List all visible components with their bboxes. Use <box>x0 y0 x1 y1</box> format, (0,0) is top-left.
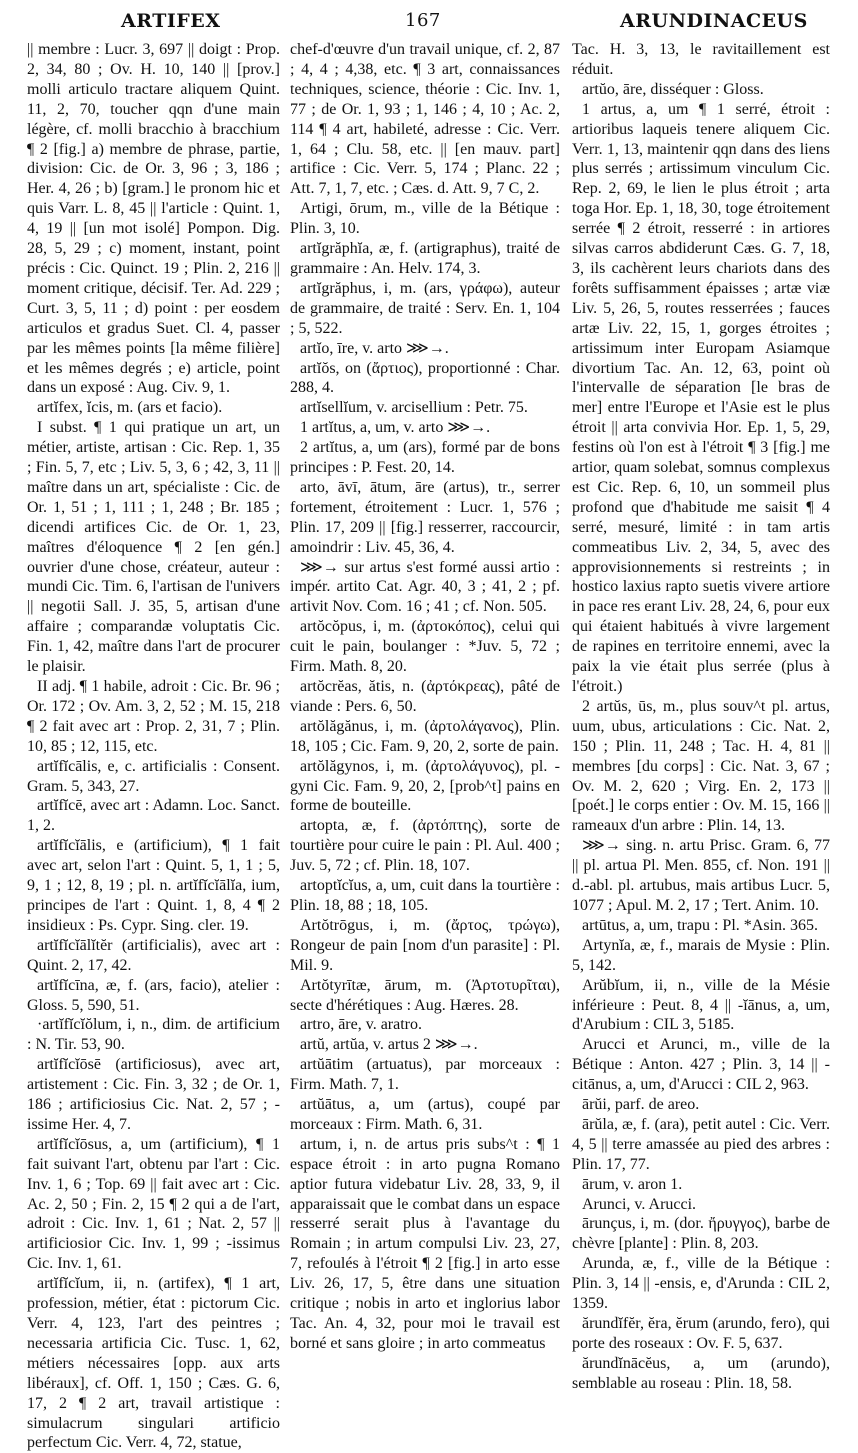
dictionary-entry: artŭātus, a, um (artus), coupé par morceaux : Firm. Math. 6, 31. <box>290 1096 560 1133</box>
dictionary-entry: Arucci et Arunci, m., ville de la Bétique : Anton. 427 ; Plin. 3, 14 || -citānus, a, um, d'Arucci : CIL 2, 963. <box>572 1036 830 1094</box>
dictionary-entry: Arŭbĭum, ii, n., ville de la Mésie inférieure : Peut. 8, 4 || -ĭānus, a, um, d'Arubium : CIL 3, 5185. <box>572 976 830 1034</box>
dictionary-entry: Arunci, v. Arucci. <box>582 1195 697 1213</box>
dictionary-entry: artŭātim (artuatus), par morceaux : Firm. Math. 7, 1. <box>290 1056 560 1094</box>
dictionary-entry: ⋙→ sing. n. artu Prisc. Gram. 6, 77 || pl. artua Pl. Men. 855, cf. Non. 191 || d.-abl. pl. artubus, mais artibus Lucr. 5, 1077 ; Apul. M. 2, 17 ; Tert. Anim. 10. <box>572 837 830 914</box>
dictionary-entry: arto, āvī, ātum, āre (artus), tr., serrer fortement, étroitement : Lucr. 1, 576 ; Plin. 17, 209 || [fig.] resserrer, raccourcir, amoindrir : Liv. 45, 36, 4. <box>290 478 560 556</box>
dictionary-entry: artŏlăgănus, i, m. (ἀρτολάγανος), Plin. 18, 105 ; Cic. Fam. 9, 20, 2, sorte de pain. <box>290 717 560 755</box>
dictionary-entry: ārum, v. aron 1. <box>582 1175 683 1193</box>
column-1 <box>27 40 280 1452</box>
dictionary-entry: artĭgrăphĭa, æ, f. (artigraphus), traité de grammaire : An. Helv. 174, 3. <box>290 240 560 277</box>
dictionary-entry: Tac. H. 3, 13, le ravitaillement est réduit. <box>572 41 830 78</box>
dictionary-entry: artĭfĭcĭōsē (artificiosus), avec art, artistement : Cic. Fin. 3, 32 ; de Or. 1, 186 ; artificiosius Cic. Nat. 2, 57 ; -issime Her. 4, 7. <box>27 1056 280 1133</box>
dictionary-entry: 1 artus, a, um ¶ 1 serré, étroit : artioribus laqueis tenere aliquem Cic. Verr. 1, 13, maintenir qqn dans des liens plus serrés ; artissimum vinculum Cic. Rep. 2, 69, le lien le plus étroit ; arta toga Hor. Ep. 1, 18, 30, toge étroitement serrée ¶ 2 étroit, resserré : in artiores silvas carros abdiderunt Cæs. G. 7, 18, 3, ils cachèrent leurs chariots dans des forêts suffisamment épaisses ; artæ viæ Liv. 5, 26, 5, routes resserrées ; fauces artæ Liv. 22, 15, 1, gorges étroites ; artissimum inter Europam Asiamque divortium Tac. An. 12, 63, point où l'intervalle de séparation [le bras de mer] entre l'Europe et l'Asie est le plus étroit || arta convivia Hor. Ep. 1, 5, 29, festins où l'on est à l'étroit ¶ 3 [fig.] me artior, quam solebat, somnus complexus est Cic. Rep. 6, 10, un sommeil plus profond que d'habitude me saisit ¶ 4 serré, mesuré, limité : in tam artis commeatibus Liv. 2, 34, 5, avec des approvisionnements si restreints ; in hostico laxius rapto suetis vivere artiore in pace res erant Liv. 28, 24, 6, pour eux qui étaient habitués à vivre largement de rapines en territoire ennemi, avec la paix la vie était plus serrée (plus à l'étroit.) <box>572 100 830 695</box>
dictionary-entry: artŏlăgynos, i, m. (ἀρτολάγυνος), pl. -gyni Cic. Fam. 9, 20, 2, [prob^t] pains en forme de bouteille. <box>290 757 560 815</box>
running-head-right: ARUNDINACEUS <box>620 10 808 32</box>
dictionary-entry: artoptĭcĭus, a, um, cuit dans la tourtière : Plin. 18, 88 ; 18, 105. <box>290 877 560 914</box>
running-head-left: ARTIFEX <box>121 10 221 32</box>
dictionary-entry: artŭo, āre, disséquer : Gloss. <box>582 80 764 98</box>
column-3 <box>572 40 830 1392</box>
dictionary-entry: artĭsellĭum, v. arcisellium : Petr. 75. <box>300 399 528 417</box>
dictionary-entry: artĭŏs, on (ἄρτιος), proportionné : Char. 288, 4. <box>290 359 560 397</box>
dictionary-entry: ⋙→ sur artus s'est formé aussi artio : impér. artito Cat. Agr. 40, 3 ; 41, 2 ; pf. artivit Nov. Com. 16 ; 41 ; cf. Non. 505. <box>290 558 560 616</box>
dictionary-entry: artĭfĭcĭālis, e (artificium), ¶ 1 fait avec art, selon l'art : Quint. 5, 1, 1 ; 5, 9, 1 ; 12, 8, 19 ; pl. n. artĭfĭcĭālĭa, ium, principes de l'art : Quint. 1, 8, 4 ¶ 2 insidieux : Ps. Cypr. Sing. cler. 19. <box>27 837 280 934</box>
dictionary-entry: artopta, æ, f. (ἀρτόπτης), sorte de tourtière pour cuire le pain : Pl. Aul. 400 ; Juv. 5, 72 ; cf. Plin. 18, 107. <box>290 817 560 875</box>
dictionary-entry: ārunçus, i, m. (dor. ἤρυγγος), barbe de chèvre [plante] : Plin. 8, 203. <box>572 1215 830 1253</box>
dictionary-entry: artĭfex, ĭcis, m. (ars et facio). <box>37 399 223 417</box>
dictionary-entry: artum, i, n. de artus pris subs^t : ¶ 1 espace étroit : in arto pugna Romano aptior futura videbatur Liv. 28, 33, 9, il apparaissait que le combat dans un espace resserré serait plus à l'avantage du Romain ; in artum compulsi Liv. 23, 27, 7, refoulés à l'étroit ¶ 2 [fig.] in arto esse Liv. 26, 17, 5, être dans une situation critique ; nobis in arto et inglorius labor Tac. An. 4, 32, pour moi le travail est borné et sans gloire ; in arto commeatus <box>290 1135 560 1352</box>
dictionary-entry: chef-d'œuvre d'un travail unique, cf. 2, 87 ; 4, 4 ; 4,38, etc. ¶ 3 art, connaissances techniques, science, théorie : Cic. Inv. 1, 77 ; de Or. 1, 93 ; 1, 146 ; 4, 10 ; Ac. 2, 114 ¶ 4 art, habileté, adresse : Cic. Verr. 1, 64 ; Clu. 58, etc. || [en mauv. part] artifice : Cic. Verr. 5, 174 ; Planc. 22 ; Att. 7, 1, 7, etc. ; Cæs. d. Att. 9, 7 C, 2. <box>290 41 560 198</box>
dictionary-entry: || membre : Lucr. 3, 697 || doigt : Prop. 2, 34, 80 ; Ov. H. 10, 140 || [prov.] molli articulo tractare aliquem Quint. 11, 2, 70, toucher qqn d'une main légère, cf. molli bracchio à bracchium ¶ 2 [fig.] a) membre de phrase, partie, division: Cic. de Or. 3, 96 ; 3, 186 ; Her. 4, 26 ; b) [gram.] le pronom hic et quis Varr. L. 8, 45 || l'article : Quint. 1, 4, 19 || [un mot isolé] Pompon. Dig. 28, 5, 29 ; c) moment, instant, point précis : Cic. Quinct. 19 ; Plin. 2, 216 || moment critique, décisif. Ter. Ad. 229 ; Curt. 3, 5, 11 ; d) point : per eosdem articulos et gradus Suet. Cl. 4, passer par les mêmes points [la même filière] et les mêmes degrés ; e) article, point dans un exposé : Aug. Civ. 9, 1. <box>27 41 280 397</box>
column-2 <box>290 40 560 1352</box>
dictionary-entry: artĭo, īre, v. arto ⋙→. <box>300 339 449 357</box>
dictionary-entry: ·artĭfĭcĭŏlum, i, n., dim. de artificium : N. Tir. 53, 90. <box>27 1016 280 1054</box>
dictionary-entry: ărundĭfĕr, ĕra, ĕrum (arundo, fero), qui porte des roseaux : Ov. F. 5, 637. <box>572 1315 830 1352</box>
dictionary-entry: artro, āre, v. aratro. <box>300 1016 422 1034</box>
page-header <box>0 0 858 40</box>
dictionary-entry: artŏcŏpus, i, m. (ἀρτοκόπος), celui qui cuit le pain, boulanger : *Juv. 5, 72 ; Firm. Math. 8, 20. <box>290 618 560 676</box>
dictionary-entry: Artigi, ōrum, m., ville de la Bétique : Plin. 3, 10. <box>290 200 560 238</box>
dictionary-entry: Artynĭa, æ, f., marais de Mysie : Plin. 5, 142. <box>572 936 830 974</box>
dictionary-entry: artĭfĭcĭālĭtĕr (artificialis), avec art : Quint. 2, 17, 42. <box>27 936 280 974</box>
dictionary-entry: Artŏtyrītæ, ārum, m. (Ἀρτοτυρῖται), secte d'hérétiques : Aug. Hæres. 28. <box>290 976 560 1014</box>
dictionary-entry: artĭgrăphus, i, m. (ars, γράφω), auteur de grammaire, de traité : Serv. En. 1, 104 ; 5, 522. <box>290 279 560 337</box>
dictionary-entry: II adj. ¶ 1 habile, adroit : Cic. Br. 96 ; Or. 172 ; Ov. Am. 3, 2, 52 ; M. 15, 218 ¶ 2 fait avec art : Prop. 2, 31, 7 ; Plin. 10, 85 ; 12, 115, etc. <box>27 678 280 755</box>
dictionary-columns <box>0 40 858 1452</box>
dictionary-entry: ārŭi, parf. de areo. <box>582 1096 700 1114</box>
dictionary-entry: artĭfĭcālis, e, c. artificialis : Consent. Gram. 5, 343, 27. <box>27 757 280 795</box>
dictionary-entry: artĭfĭcē, avec art : Adamn. Loc. Sanct. 1, 2. <box>27 797 280 835</box>
dictionary-entry: Arunda, æ, f., ville de la Bétique : Plin. 3, 14 || -ensis, e, d'Arunda : CIL 2, 1359. <box>572 1255 830 1313</box>
dictionary-entry: I subst. ¶ 1 qui pratique un art, un métier, artiste, artisan : Cic. Rep. 1, 35 ; Fin. 5, 7, etc ; Liv. 5, 3, 6 ; 42, 3, 11 || maître dans un art, spécialiste : Cic. de Or. 1, 51 ; 1, 111 ; 1, 248 ; Br. 185 ; dicendi artifices Cic. de Or. 1, 23, maîtres d'éloquence ¶ 2 [en gén.] ouvrier d'une chose, créateur, auteur : mundi Cic. Tim. 6, l'artisan de l'univers || negotii Sall. J. 35, 5, artisan d'une affaire ; comparandæ voluptatis Cic. Fin. 1, 42, maître dans l'art de procurer le plaisir. <box>27 419 280 676</box>
dictionary-entry: Artŏtrōgus, i, m. (ἄρτος, τρώγω), Rongeur de pain [nom d'un parasite] : Pl. Mil. 9. <box>290 916 560 974</box>
dictionary-entry: artŭ, artŭa, v. artus 2 ⋙→. <box>300 1036 478 1054</box>
dictionary-entry: 2 artŭs, ūs, m., plus souv^t pl. artus, uum, ubus, articulations : Cic. Nat. 2, 150 ; Plin. 11, 248 ; Tac. H. 4, 81 || membres [du corps] : Cic. Nat. 3, 67 ; Ov. M. 2, 620 ; Virg. En. 2, 173 || [poét.] le corps entier : Ov. M. 15, 166 || rameaux d'un arbre : Plin. 14, 13. <box>572 697 830 835</box>
dictionary-entry: artĭfĭcĭōsus, a, um (artificium), ¶ 1 fait suivant l'art, obtenu par l'art : Cic. Inv. 1, 6 ; Top. 69 || fait avec art : Cic. Ac. 2, 50 ; Fin. 2, 15 ¶ 2 qui a de l'art, adroit : Cic. Inv. 1, 61 ; Nat. 2, 57 || artificiosior Cic. Inv. 1, 99 ; -issimus Cic. Inv. 1, 61. <box>27 1135 280 1273</box>
dictionary-entry: artĭfĭcīna, æ, f. (ars, facio), atelier : Gloss. 5, 590, 51. <box>27 976 280 1014</box>
page-number: 167 <box>405 10 441 31</box>
dictionary-entry: ārŭla, æ, f. (ara), petit autel : Cic. Verr. 4, 5 || terre amassée au pied des arbres : Plin. 17, 77. <box>572 1115 830 1173</box>
dictionary-entry: artŏcrĕas, ătis, n. (ἀρτόκρεας), pâté de viande : Pers. 6, 50. <box>290 678 560 715</box>
dictionary-entry: artūtus, a, um, trapu : Pl. *Asin. 365. <box>582 916 818 934</box>
dictionary-entry: 1 artĭtus, a, um, v. arto ⋙→. <box>300 419 491 437</box>
dictionary-entry: artĭfĭcĭum, ii, n. (artifex), ¶ 1 art, profession, métier, état : pictorum Cic. Verr. 4, 123, l'art des peintres ; necessaria artificia Cic. Tusc. 1, 62, métiers nécessaires [opp. aux arts libéraux], cf. Off. 1, 150 ; Cæs. G. 6, 17, 2 ¶ 2 art, travail artistique : simulacrum singulari artificio perfectum Cic. Verr. 4, 72, statue, <box>27 1275 280 1452</box>
dictionary-entry: 2 artĭtus, a, um (ars), formé par de bons principes : P. Fest. 20, 14. <box>290 439 560 477</box>
dictionary-entry: ărundĭnācĕus, a, um (arundo), semblable au roseau : Plin. 18, 58. <box>572 1354 830 1392</box>
